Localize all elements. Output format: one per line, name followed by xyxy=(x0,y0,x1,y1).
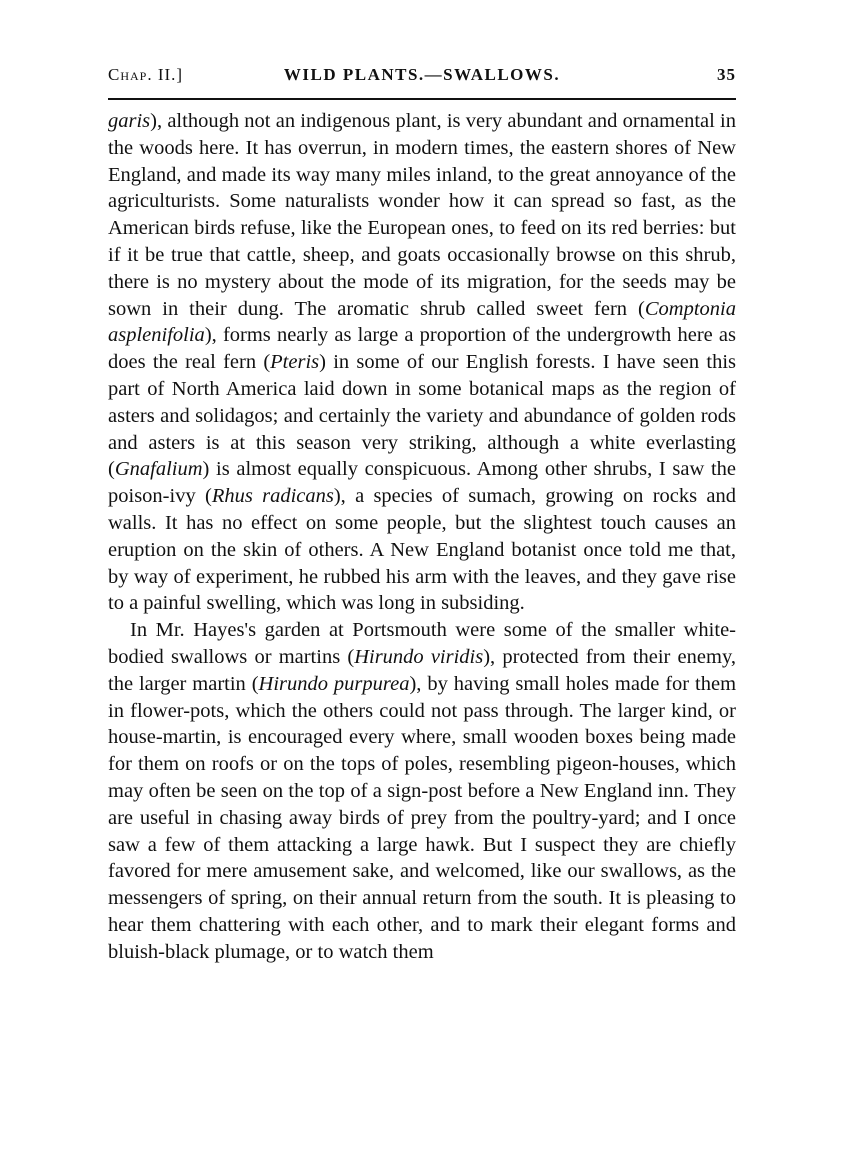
text-run: ), protected from their enemy, the larger martin ( xyxy=(108,645,736,695)
header-rule xyxy=(108,98,736,100)
text-run: ) is almost equally conspicuous. Among other shrubs, I saw the poison-ivy ( xyxy=(108,458,736,508)
running-head xyxy=(108,62,736,88)
page-number: 35 xyxy=(717,65,736,84)
italic-run: Hirundo purpurea xyxy=(258,672,410,695)
paragraph-2 xyxy=(108,617,736,965)
book-page xyxy=(108,62,736,966)
body-text xyxy=(108,108,736,966)
text-run: ) in some of our English forests. I have seen this part of North America laid down in some botanical maps as the region of asters and solidagos; and certainly the variety and abundance of golden rods and asters is at this season very striking, although a white everlasting ( xyxy=(108,351,737,481)
italic-run: Comptonia asplenifolia xyxy=(108,297,736,347)
italic-run: Hirundo viridis xyxy=(354,645,484,668)
italic-run: Pteris xyxy=(270,351,320,374)
italic-run: Rhus radicans xyxy=(211,485,334,508)
text-run: ), by having small holes made for them in flower-pots, which the others could not pass through. The larger kind, or house-martin, is encouraged every where, small wooden boxes being made for them on roofs or on the tops of poles, resembling pigeon-houses, which may often be seen on the top of a sign-post before a New England inn. They are useful in chasing away birds of prey from the poultry-yard; and I once saw a few of them attacking a large hawk. But I suspect they are chiefly favored for mere amusement sake, and welcomed, like our swallows, as the messengers of spring, on their annual return from the south. It is pleasing to hear them chattering with each other, and to mark their elegant forms and bluish-black plumage, or to watch them xyxy=(108,672,737,963)
italic-run: Gnafalium xyxy=(114,458,203,481)
paragraph-1 xyxy=(108,108,736,617)
chapter-label: Chap. II.] xyxy=(108,65,184,84)
italic-run: garis xyxy=(108,110,151,132)
text-run: ), although not an indigenous plant, is very abundant and ornamental in the woods here. It has overrun, in modern times, the eastern shores of New England, and made its way many miles inland, to the great annoyance of the agriculturists. Some naturalists wonder how it can spread so fast, as the American birds refuse, like the European ones, to feed on its red berries: but if it be true that cattle, sheep, and goats occasionally browse on this shrub, there is no mystery about the mode of its migration, for the seeds may be sown in their dung. The aromatic shrub called sweet fern ( xyxy=(108,110,736,320)
text-run: ), forms nearly as large a proportion of the undergrowth here as does the real fern ( xyxy=(108,324,736,374)
running-title: WILD PLANTS.—SWALLOWS. xyxy=(283,65,561,84)
text-run: ), a species of sumach, growing on rocks and walls. It has no effect on some people, but the slightest touch causes an eruption on the skin of others. A New England botanist once told me that, by way of experiment, he rubbed his arm with the leaves, and they gave rise to a painful swelling, which was long in subsiding. xyxy=(108,485,736,615)
text-run: In Mr. Hayes's garden at Portsmouth were some of the smaller white-bodied swallows or martins ( xyxy=(108,619,736,668)
